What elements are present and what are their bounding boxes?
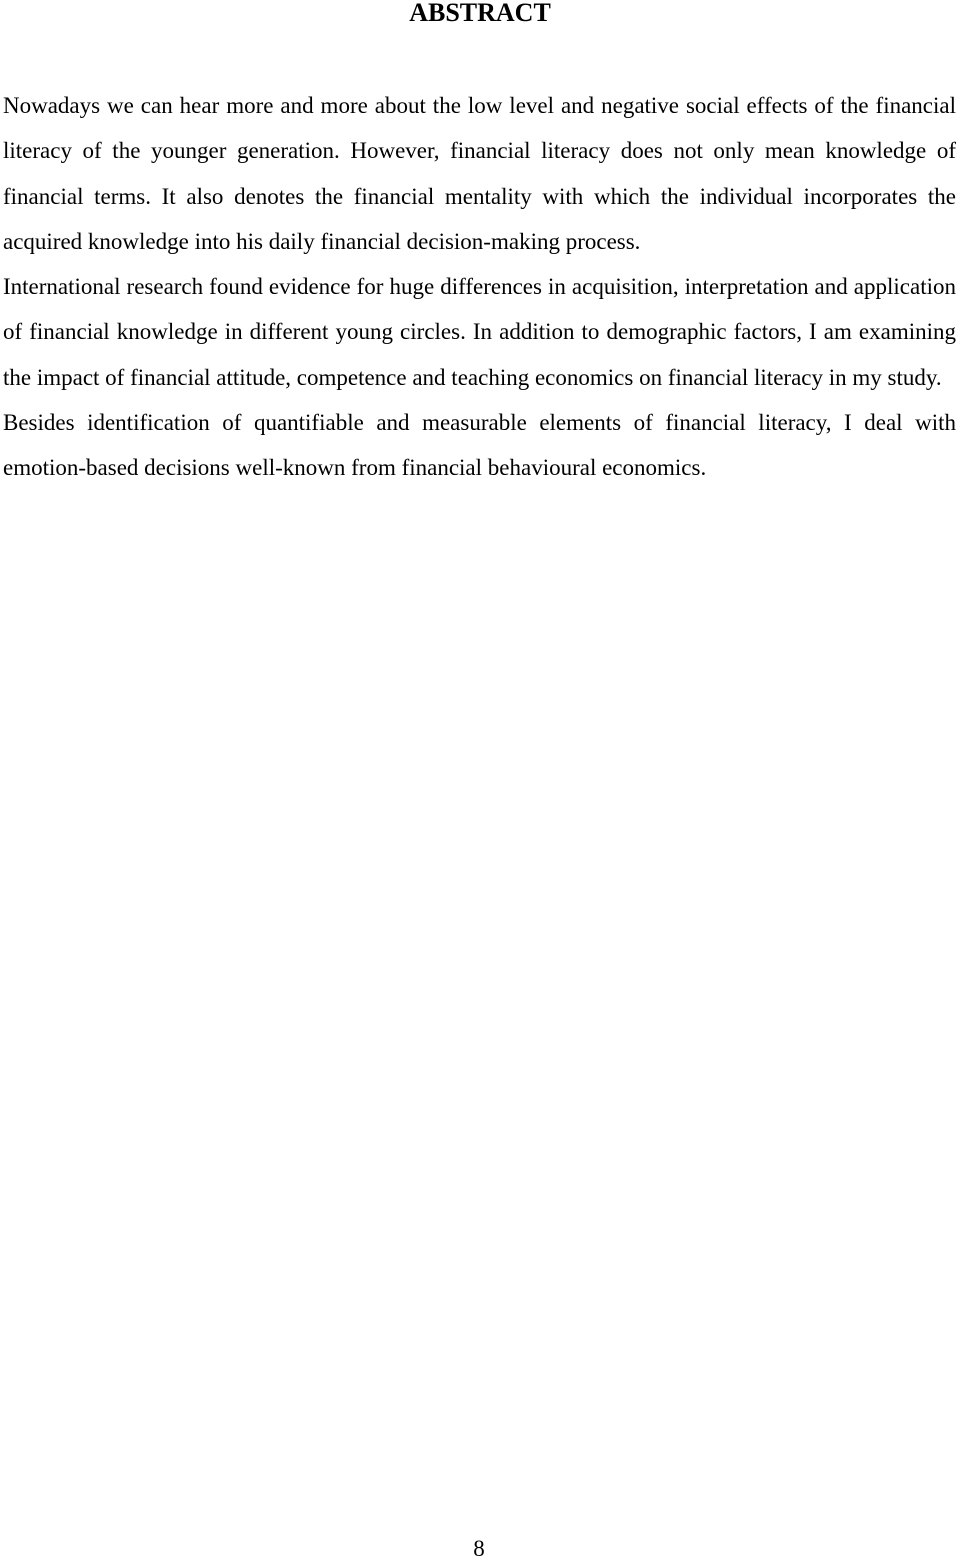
abstract-paragraph-2: International research found evidence for huge differences in acquisition, interpretation and application of financial knowledge in different young circles. In addition to demographic factors, I am examining the impact of financial attitude, competence and teaching economics on financial literacy in my study. xyxy=(3,274,956,390)
abstract-paragraph-3: Besides identification of quantifiable and measurable elements of financial literacy, I deal with emotion-based decisions well-known from financial behavioural economics. xyxy=(3,410,956,481)
page-title: ABSTRACT xyxy=(409,0,551,27)
abstract-paragraph-1: Nowadays we can hear more and more about the low level and negative social effects of the financial literacy of the younger generation. However, financial literacy does not only mean knowledge of financial terms. It also denotes the financial mentality with which the individual incorporates the acquired knowledge into his daily financial decision-making process. xyxy=(3,93,956,254)
page-number: 8 xyxy=(473,1536,485,1561)
abstract-body xyxy=(3,83,956,491)
